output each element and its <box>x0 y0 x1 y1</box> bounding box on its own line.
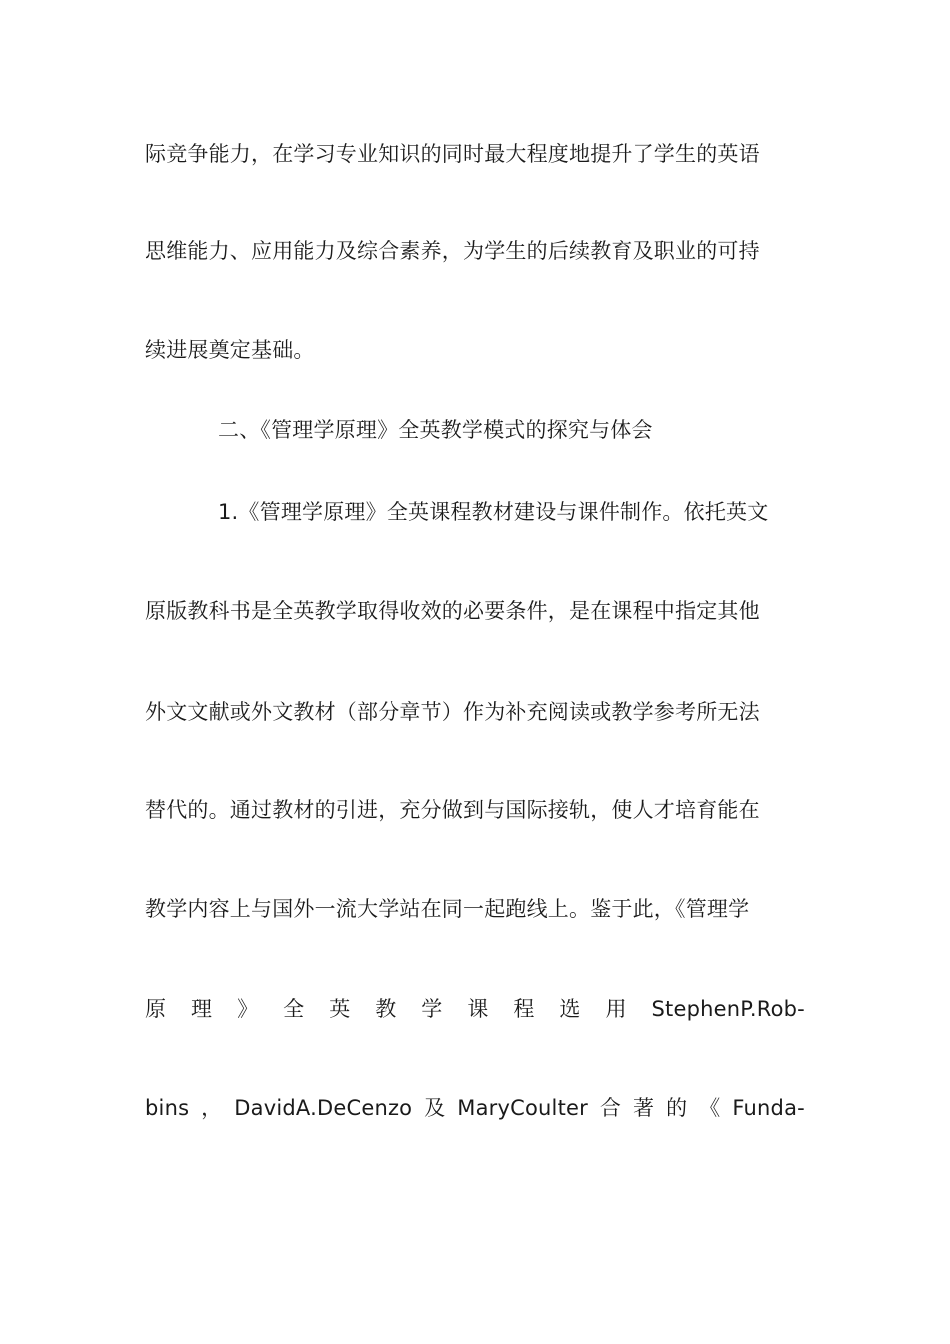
word: 选 <box>559 997 581 1021</box>
paragraph-line: 替代的。通过教材的引进，充分做到与国际接轨，使人才培育能在 <box>145 798 760 822</box>
word: 合 <box>599 1096 622 1120</box>
word: 程 <box>513 997 535 1021</box>
word: StephenP.Rob- <box>651 997 805 1021</box>
word: ， <box>201 1096 223 1120</box>
word: 及 <box>424 1096 446 1120</box>
justified-line <box>145 1093 805 1123</box>
word: 学 <box>421 997 443 1021</box>
word: 理 <box>191 997 213 1021</box>
justified-line <box>145 994 805 1024</box>
paragraph-line: 原版教科书是全英教学取得收效的必要条件，是在课程中指定其他 <box>145 599 760 623</box>
word: 全 <box>283 997 305 1021</box>
word: 《 <box>699 1096 721 1120</box>
word: 教 <box>375 997 397 1021</box>
word: MaryCoulter <box>457 1096 588 1120</box>
paragraph-line: 教学内容上与国外一流大学站在同一起跑线上。鉴于此，《管理学 <box>145 897 750 921</box>
paragraph-line: 际竞争能力，在学习专业知识的同时最大程度地提升了学生的英语 <box>145 142 760 166</box>
word: 用 <box>605 997 627 1021</box>
word: DavidA.DeCenzo <box>234 1096 413 1120</box>
word: 著 <box>633 1096 655 1120</box>
paragraph-line: 外文文献或外文教材（部分章节）作为补充阅读或教学参考所无法 <box>145 700 760 724</box>
paragraph-line: 思维能力、应用能力及综合素养，为学生的后续教育及职业的可持 <box>145 239 760 263</box>
word: 的 <box>666 1096 688 1120</box>
section-heading: 二、《管理学原理》全英教学模式的探究与体会 <box>218 418 653 442</box>
word: bins <box>145 1096 190 1120</box>
word: 》 <box>237 997 259 1021</box>
paragraph-line: 续进展奠定基础。 <box>145 338 315 362</box>
word: 英 <box>329 997 351 1021</box>
word: 原 <box>145 997 167 1021</box>
word: Funda- <box>732 1096 805 1120</box>
word: 课 <box>467 997 489 1021</box>
paragraph-line: 1.《管理学原理》全英课程教材建设与课件制作。依托英文 <box>218 500 769 524</box>
